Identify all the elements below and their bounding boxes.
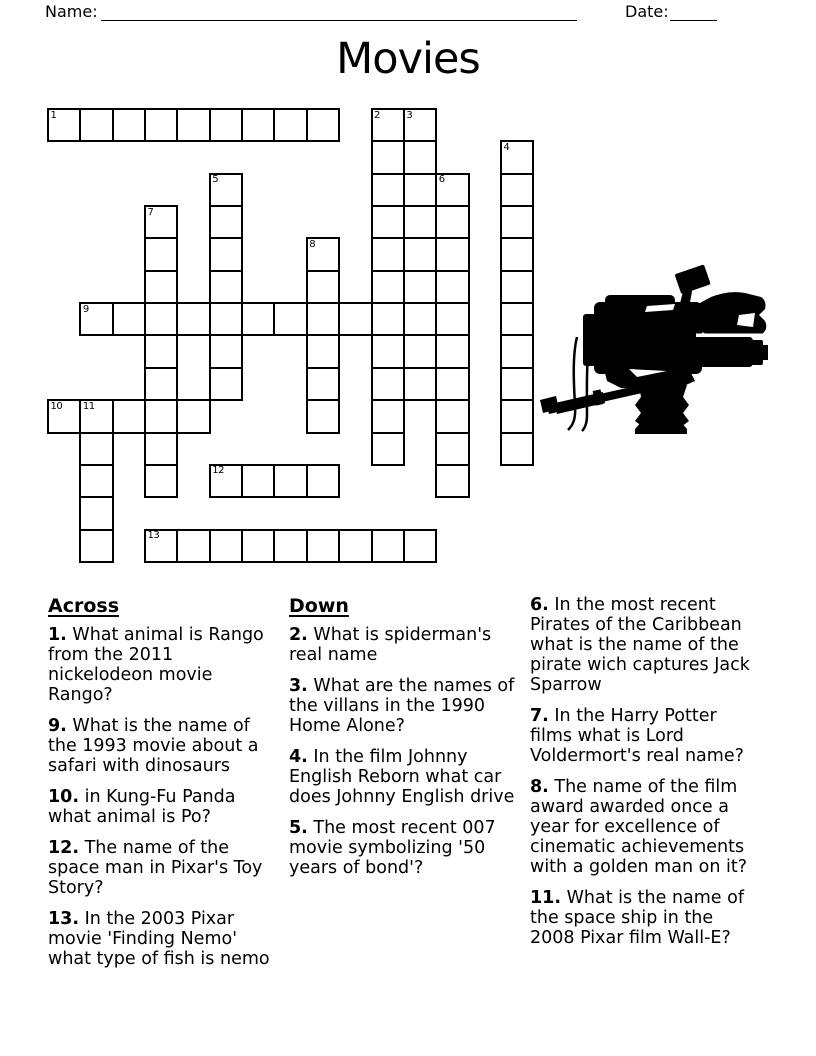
- grid-cell-r0-c2[interactable]: [112, 108, 146, 142]
- page-title: Movies: [336, 34, 480, 84]
- grid-cell-r11-c1[interactable]: [79, 464, 113, 498]
- grid-cell-r6-c11[interactable]: [403, 302, 437, 336]
- grid-cell-r11-c12[interactable]: [435, 464, 469, 498]
- clue-number-label: 1: [50, 109, 57, 121]
- grid-cell-r0-c0[interactable]: [47, 108, 81, 142]
- clue-13: 13. In the 2003 Pixar movie 'Finding Nemo' what type of fish is nemo: [48, 909, 270, 969]
- across-clues-container: [48, 625, 281, 969]
- clue-10: 10. in Kung-Fu Panda what animal is Po?: [48, 787, 236, 827]
- clue-number-label: 11: [82, 400, 95, 412]
- grid-cell-r11-c3[interactable]: [144, 464, 178, 498]
- clue-8: 8. The name of the film award awarded once a year for excellence of cinematic achievements with a golden man on it?: [530, 777, 747, 877]
- grid-cell-r7-c8[interactable]: [306, 334, 340, 368]
- grid-cell-r5-c10[interactable]: [371, 270, 405, 304]
- clue-6: 6. In the most recent Pirates of the Caribbean what is the name of the pirate wich captures Jack Sparrow: [530, 595, 750, 695]
- clue-number-label: 6: [438, 174, 445, 186]
- grid-cell-r1-c10[interactable]: [371, 140, 405, 174]
- down-heading: Down: [289, 595, 349, 617]
- grid-cell-r8-c12[interactable]: [435, 367, 469, 401]
- grid-cell-r9-c8[interactable]: [306, 399, 340, 433]
- grid-cell-r6-c6[interactable]: [241, 302, 275, 336]
- grid-cell-r5-c14[interactable]: [500, 270, 534, 304]
- grid-cell-r5-c3[interactable]: [144, 270, 178, 304]
- grid-cell-r6-c7[interactable]: [273, 302, 307, 336]
- grid-cell-r4-c11[interactable]: [403, 237, 437, 271]
- grid-cell-r10-c1[interactable]: [79, 432, 113, 466]
- grid-cell-r3-c10[interactable]: [371, 205, 405, 239]
- grid-cell-r10-c3[interactable]: [144, 432, 178, 466]
- grid-cell-r11-c8[interactable]: [306, 464, 340, 498]
- clue-number-label: 7: [147, 206, 154, 218]
- grid-cell-r7-c5[interactable]: [209, 334, 243, 368]
- grid-cell-r9-c1[interactable]: [79, 399, 113, 433]
- grid-cell-r4-c14[interactable]: [500, 237, 534, 271]
- clue-7: 7. In the Harry Potter films what is Lord Voldermort's real name?: [530, 706, 744, 766]
- grid-cell-r6-c2[interactable]: [112, 302, 146, 336]
- grid-cell-r0-c3[interactable]: [144, 108, 178, 142]
- clue-number-label: 12: [212, 465, 224, 477]
- clue-number-label: 5: [212, 174, 219, 186]
- grid-cell-r4-c8[interactable]: [306, 237, 340, 271]
- date-label: Date:: [625, 2, 669, 21]
- grid-cell-r6-c10[interactable]: [371, 302, 405, 336]
- grid-cell-r10-c14[interactable]: [500, 432, 534, 466]
- grid-cell-r7-c3[interactable]: [144, 334, 178, 368]
- name-label: Name:: [45, 2, 98, 21]
- grid-cell-r0-c10[interactable]: [371, 108, 405, 142]
- grid-cell-r3-c12[interactable]: [435, 205, 469, 239]
- grid-cell-r0-c11[interactable]: [403, 108, 437, 142]
- down-clues-column: [289, 595, 522, 889]
- clue-11: 11. What is the name of the space ship in the 2008 Pixar film Wall-E?: [530, 888, 745, 948]
- grid-cell-r2-c10[interactable]: [371, 173, 405, 207]
- across-heading: Across: [48, 595, 120, 617]
- grid-cell-r6-c4[interactable]: [176, 302, 210, 336]
- name-blank-line[interactable]: [101, 2, 577, 21]
- grid-cell-r13-c7[interactable]: [273, 529, 307, 563]
- grid-cell-r11-c5[interactable]: [209, 464, 243, 498]
- grid-cell-r6-c9[interactable]: [338, 302, 372, 336]
- grid-cell-r0-c5[interactable]: [209, 108, 243, 142]
- grid-cell-r0-c1[interactable]: [79, 108, 113, 142]
- grid-cell-r10-c12[interactable]: [435, 432, 469, 466]
- grid-cell-r1-c11[interactable]: [403, 140, 437, 174]
- grid-cell-r13-c8[interactable]: [306, 529, 340, 563]
- grid-cell-r2-c5[interactable]: [209, 173, 243, 207]
- grid-cell-r8-c3[interactable]: [144, 367, 178, 401]
- grid-cell-r3-c11[interactable]: [403, 205, 437, 239]
- grid-cell-r9-c3[interactable]: [144, 399, 178, 433]
- grid-cell-r5-c5[interactable]: [209, 270, 243, 304]
- clue-2: 2. What is spiderman's real name: [289, 625, 492, 665]
- grid-cell-r6-c1[interactable]: [79, 302, 113, 336]
- down-clues-column-2: [530, 595, 763, 959]
- grid-cell-r0-c6[interactable]: [241, 108, 275, 142]
- grid-cell-r5-c8[interactable]: [306, 270, 340, 304]
- grid-cell-r13-c4[interactable]: [176, 529, 210, 563]
- grid-cell-r10-c10[interactable]: [371, 432, 405, 466]
- clue-5: 5. The most recent 007 movie symbolizing '50 years of bond'?: [289, 818, 496, 878]
- grid-cell-r6-c12[interactable]: [435, 302, 469, 336]
- grid-cell-r11-c6[interactable]: [241, 464, 275, 498]
- grid-cell-r0-c8[interactable]: [306, 108, 340, 142]
- grid-cell-r4-c12[interactable]: [435, 237, 469, 271]
- clue-9: 9. What is the name of the 1993 movie about a safari with dinosaurs: [48, 716, 259, 776]
- grid-cell-r13-c6[interactable]: [241, 529, 275, 563]
- date-blank-line[interactable]: [670, 2, 717, 21]
- grid-cell-r13-c5[interactable]: [209, 529, 243, 563]
- grid-cell-r2-c14[interactable]: [500, 173, 534, 207]
- clue-number-label: 3: [406, 109, 413, 121]
- clue-number-label: 9: [82, 303, 89, 315]
- grid-cell-r8-c10[interactable]: [371, 367, 405, 401]
- grid-cell-r2-c12[interactable]: [435, 173, 469, 207]
- grid-cell-r3-c3[interactable]: [144, 205, 178, 239]
- down-clues-container: [289, 625, 522, 878]
- clue-12: 12. The name of the space man in Pixar's Toy Story?: [48, 838, 263, 898]
- clue-number-label: 4: [503, 141, 510, 153]
- grid-cell-r12-c1[interactable]: [79, 496, 113, 530]
- grid-cell-r6-c8[interactable]: [306, 302, 340, 336]
- clue-number-label: 13: [147, 530, 160, 542]
- grid-cell-r2-c11[interactable]: [403, 173, 437, 207]
- grid-cell-r7-c12[interactable]: [435, 334, 469, 368]
- across-clues-column: [48, 595, 281, 980]
- grid-cell-r8-c5[interactable]: [209, 367, 243, 401]
- grid-cell-r8-c14[interactable]: [500, 367, 534, 401]
- grid-cell-r7-c11[interactable]: [403, 334, 437, 368]
- clue-4: 4. In the film Johnny English Reborn what car does Johnny English drive: [289, 747, 515, 807]
- grid-cell-r4-c10[interactable]: [371, 237, 405, 271]
- grid-cell-r9-c14[interactable]: [500, 399, 534, 433]
- grid-cell-r0-c7[interactable]: [273, 108, 307, 142]
- grid-cell-r13-c1[interactable]: [79, 529, 113, 563]
- grid-cell-r9-c2[interactable]: [112, 399, 146, 433]
- grid-cell-r3-c14[interactable]: [500, 205, 534, 239]
- grid-cell-r6-c3[interactable]: [144, 302, 178, 336]
- clue-number-label: 10: [50, 400, 63, 412]
- grid-cell-r11-c7[interactable]: [273, 464, 307, 498]
- grid-cell-r7-c10[interactable]: [371, 334, 405, 368]
- clue-1: 1. What animal is Rango from the 2011 nickelodeon movie Rango?: [48, 625, 264, 705]
- grid-cell-r9-c12[interactable]: [435, 399, 469, 433]
- grid-cell-r13-c11[interactable]: [403, 529, 437, 563]
- grid-cell-r9-c4[interactable]: [176, 399, 210, 433]
- grid-cell-r13-c9[interactable]: [338, 529, 372, 563]
- grid-cell-r9-c10[interactable]: [371, 399, 405, 433]
- clue-3: 3. What are the names of the villans in the 1990 Home Alone?: [289, 676, 515, 736]
- grid-cell-r6-c14[interactable]: [500, 302, 534, 336]
- grid-cell-r8-c11[interactable]: [403, 367, 437, 401]
- grid-cell-r4-c3[interactable]: [144, 237, 178, 271]
- video-camera-icon: [539, 257, 779, 437]
- grid-cell-r5-c11[interactable]: [403, 270, 437, 304]
- grid-cell-r3-c5[interactable]: [209, 205, 243, 239]
- clue-number-label: 2: [374, 109, 380, 121]
- grid-cell-r5-c12[interactable]: [435, 270, 469, 304]
- grid-cell-r8-c8[interactable]: [306, 367, 340, 401]
- grid-cell-r7-c14[interactable]: [500, 334, 534, 368]
- clue-number-label: 8: [309, 238, 316, 250]
- grid-cell-r13-c3[interactable]: [144, 529, 178, 563]
- grid-cell-r13-c10[interactable]: [371, 529, 405, 563]
- grid-cell-r9-c0[interactable]: [47, 399, 81, 433]
- grid-cell-r0-c4[interactable]: [176, 108, 210, 142]
- grid-cell-r4-c5[interactable]: [209, 237, 243, 271]
- grid-cell-r1-c14[interactable]: [500, 140, 534, 174]
- down-clues-container-2: [530, 595, 763, 948]
- grid-cell-r6-c5[interactable]: [209, 302, 243, 336]
